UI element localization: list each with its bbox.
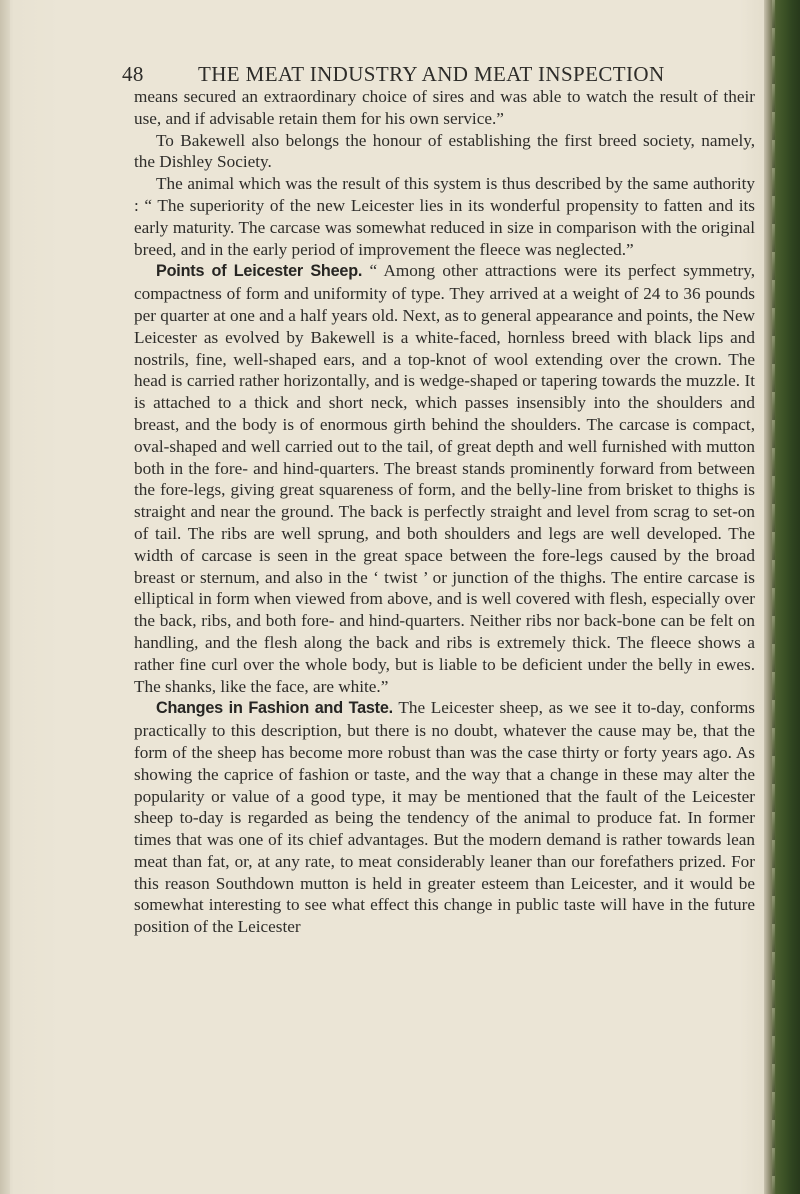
paragraph: [134, 86, 755, 130]
paragraph: [134, 130, 755, 174]
page-number: 48: [122, 62, 144, 86]
side-heading: Changes in Fashion and Taste.: [156, 699, 393, 718]
body-text: [134, 86, 755, 938]
running-title: THE MEAT INDUSTRY AND MEAT INSPECTION: [198, 62, 665, 86]
paragraph-changes-in-fashion: [134, 697, 755, 938]
paragraph-text: The Leicester sheep, as we see it to-day, conforms practically to this description, but there is no doubt, whatever the cause may be, that the form of the sheep has become more robust than was the case thirty or forty years ago. As showing the caprice of fashion or taste, and the way that a change in these may alter the popularity or value of a good type, it may be mentioned that the fault of the Leicester sheep to-day is regarded as being the tendency of the animal to produce fat. In former times that was one of its chief advantages. But the modern demand is rather towards lean meat than fat, or, at any rate, to meat considerably leaner than our forefathers prized. For this reason Southdown mutton is held in greater esteem than Leicester, and it would be somewhat interesting to see what effect this change in public taste will have in the future position of the Leicester: [134, 698, 755, 937]
page-gutter: [0, 0, 10, 1194]
book-binding-edge: [764, 0, 800, 1194]
paragraph-text: To Bakewell also belongs the honour of establishing the first breed society, namely, the Dishley Society.: [134, 130, 755, 172]
paragraph-text: The animal which was the result of this system is thus described by the same authority : “ The superiority of the new Leicester lies in its wonderful propensity to fatten and its early maturity. The carcase was somewhat reduced in size in comparison with the original breed, and in the early period of improvement the fleece was neglected.”: [134, 174, 755, 259]
paragraph-text: “ Among other attractions were its perfect symmetry, compactness of form and uniformity of type. They arrived at a weight of 24 to 36 pounds per quarter at one and a half years old. Next, as to general appearance and points, the New Leicester as evolved by Bakewell is a white-faced, hornless breed with black lips and nostrils, fine, well-shaped ears, and a top-knot of wool extending over the crown. The head is carried rather horizontally, and is wedge-shaped or tapering towards the muzzle. It is attached to a thick and short neck, which passes insensibly into the shoulders and breast, and the body is of enormous girth behind the shoulders. The carcase is compact, oval-shaped and well carried out to the tail, of great depth and well furnished with mutton both in the fore- and hind-quarters. The breast stands prominently forward from between the fore-legs, giving great squareness of form, and the belly-line from brisket to thighs is straight and near the ground. The back is perfectly straight and level from scrag to set-on of tail. The ribs are well sprung, and both shoulders and legs are well developed. The width of carcase is seen in the great space between the fore-legs caused by the broad breast or sternum, and also in the ‘ twist ’ or junction of the thighs. The entire carcase is elliptical in form when viewed from above, and is well covered with flesh, especially over the back, ribs, and both fore- and hind-quarters. Neither ribs nor back-bone can be felt on handling, and the flesh along the back and ribs is extremely thick. The fleece shows a rather fine curl over the whole body, but is liable to be deficient under the belly in ewes. The shanks, like the face, are white.”: [134, 261, 756, 696]
side-heading: Points of Leicester Sheep.: [156, 262, 363, 281]
page-header: [122, 62, 742, 87]
paragraph: [134, 173, 755, 260]
paragraph-points-of-leicester-sheep: [134, 260, 755, 697]
paragraph-text: means secured an extraordinary choice of sires and was able to watch the result of their use, and if advisable retain them for his own service.”: [134, 87, 755, 128]
